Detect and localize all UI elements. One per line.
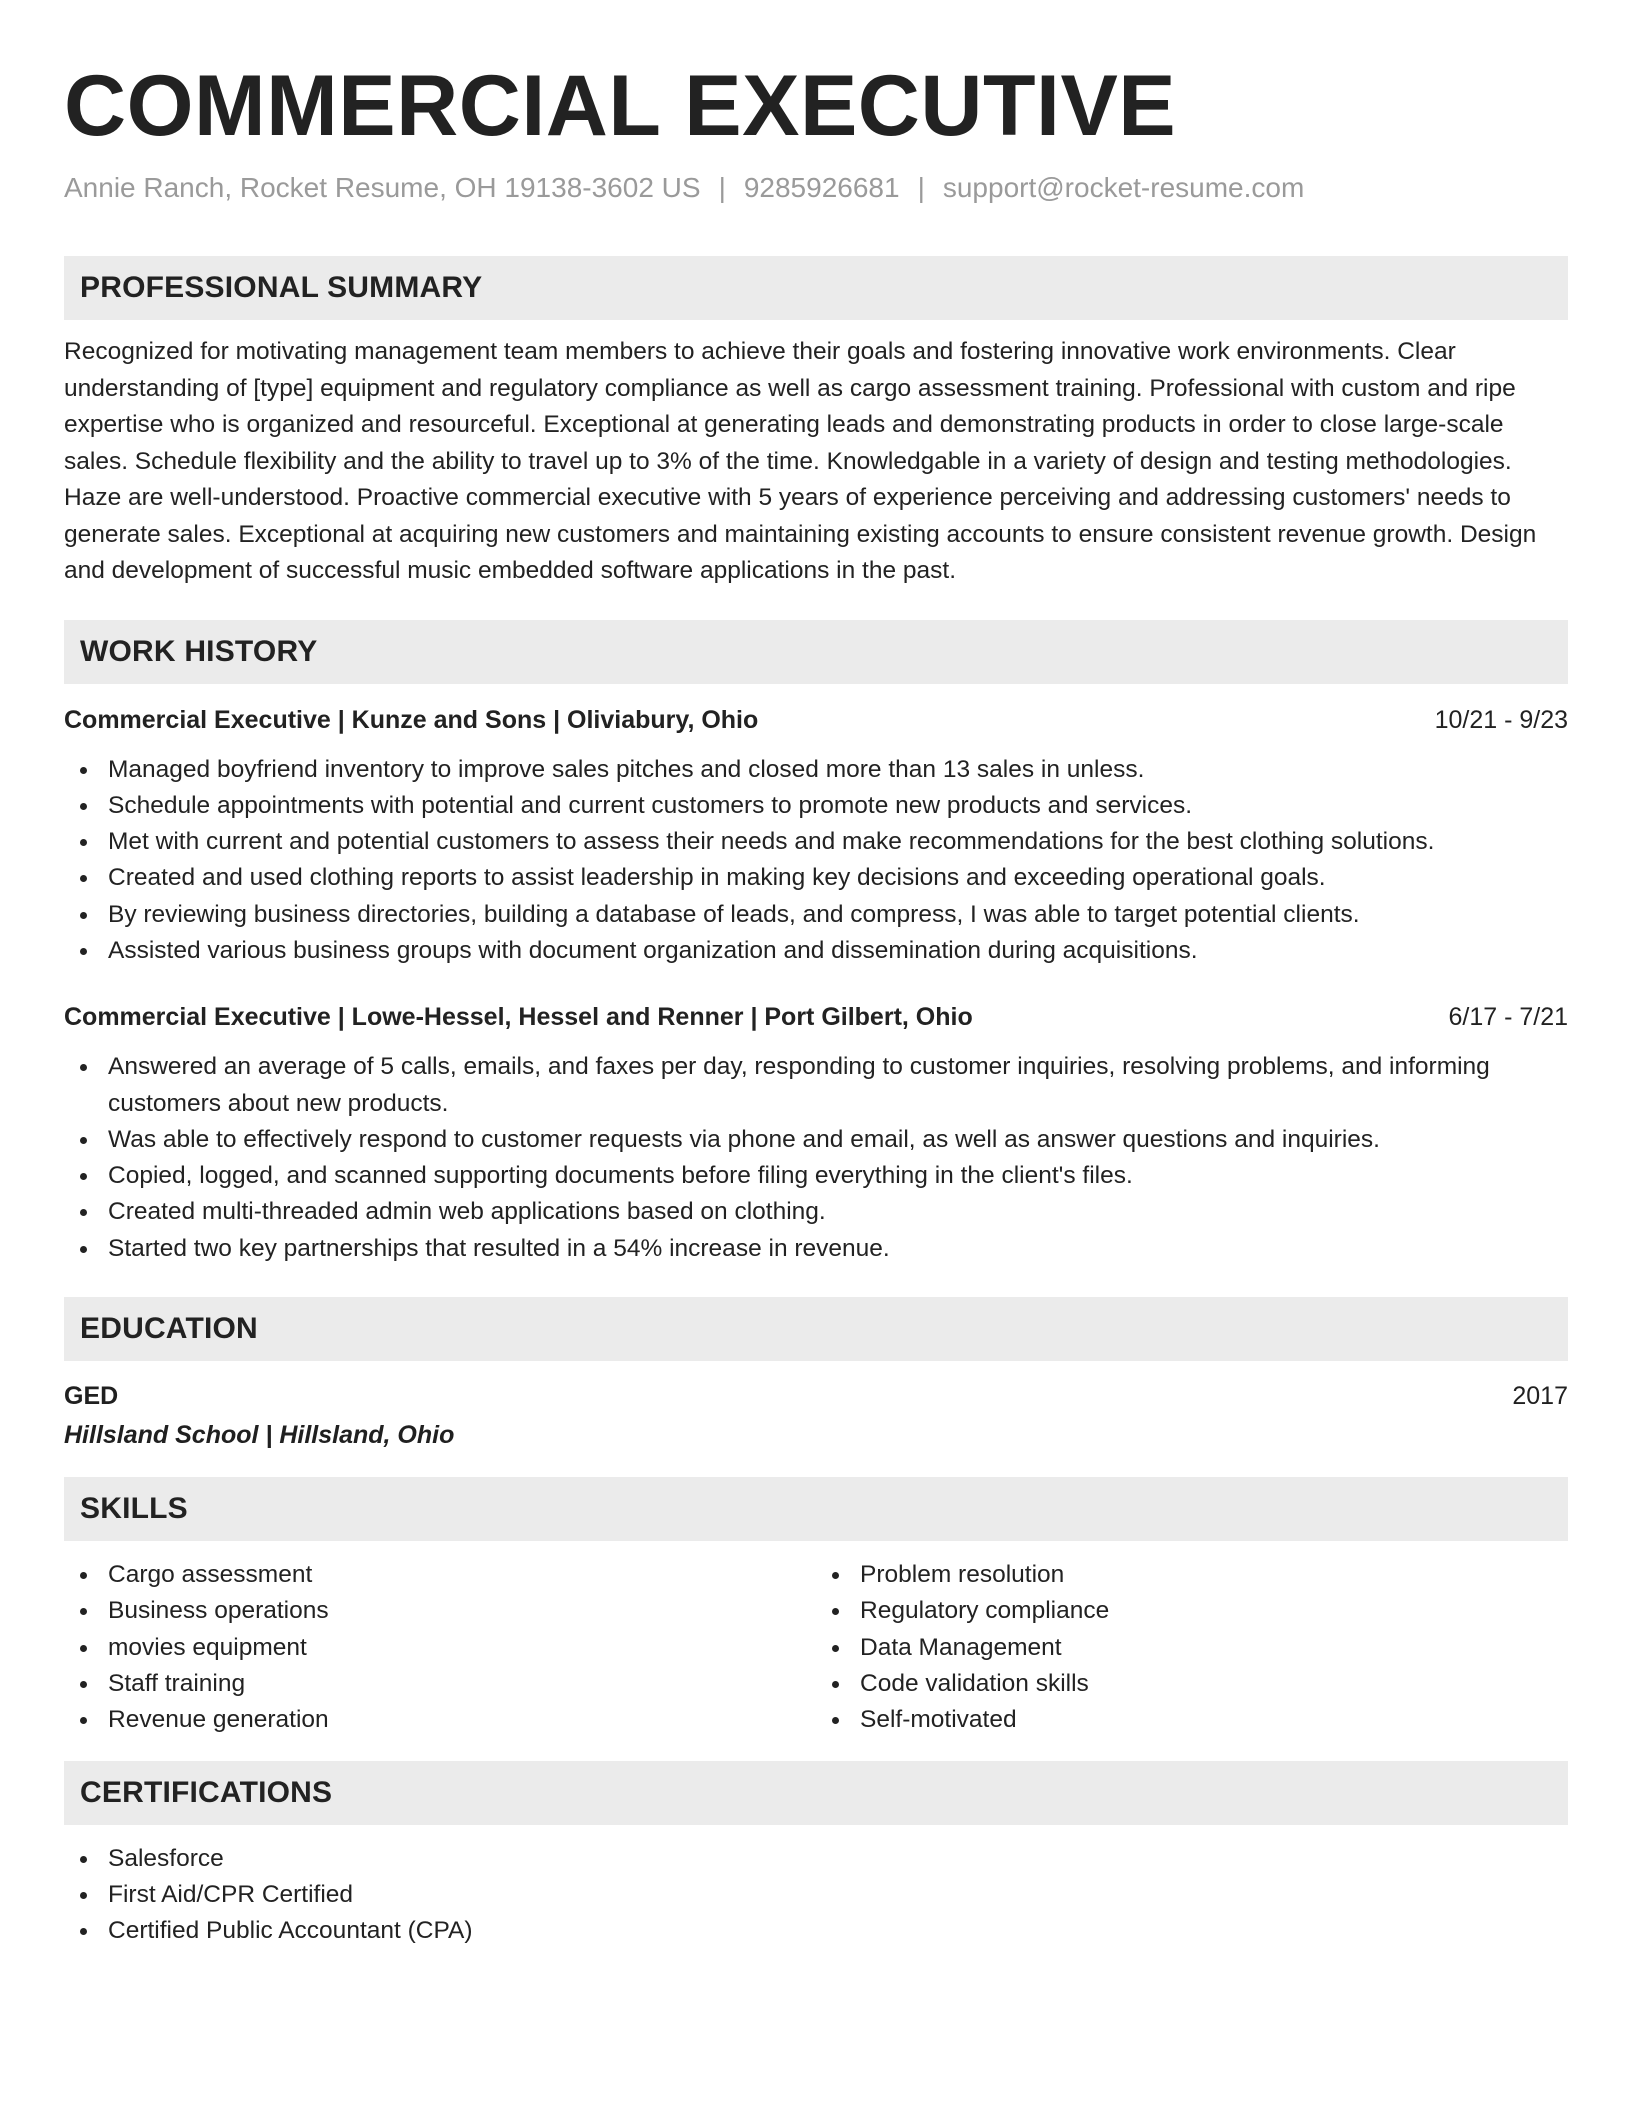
skill-item [64, 1666, 816, 1702]
job-bullet-text: Met with current and potential customers to assess their needs and make recommendations for the best clothing solutions. [108, 828, 1435, 856]
job-entry [64, 702, 1568, 970]
bullet-dot [80, 803, 87, 810]
job-bullet [64, 1231, 1568, 1267]
education-section-header [64, 1297, 1568, 1361]
contact-email: support@rocket-resume.com [942, 172, 1305, 203]
bullet-dot [80, 1928, 87, 1935]
skill-item [816, 1666, 1568, 1702]
education-degree: GED [64, 1382, 119, 1411]
bullet-dot [80, 1892, 87, 1899]
certification-text: Certified Public Accountant (CPA) [108, 1917, 473, 1945]
bullet-dot [80, 1173, 87, 1180]
job-bullet [64, 752, 1568, 788]
job-dates: 10/21 - 9/23 [1434, 705, 1568, 734]
certification-item [64, 1913, 1568, 1949]
bullet-dot [832, 1572, 839, 1579]
skill-text: Problem resolution [860, 1561, 1065, 1589]
skill-item [64, 1557, 816, 1593]
work-section-header [64, 620, 1568, 684]
education-section-title: EDUCATION [80, 1312, 258, 1346]
job-header [64, 999, 1568, 1035]
job-bullet [64, 933, 1568, 969]
summary-text: Recognized for motivating management team members to achieve their goals and fostering innovative work environments. Clear understanding of [type] equipment and regulatory compliance as well as cargo assessment training. Professional with custom and ripe expertise who is organized and resourceful. Exceptional at generating leads and demonstrating products in order to close large-scale sales. Schedule flexibility and the ability to travel up to 3% of the time. Knowledgable in a variety of design and testing methodologies. Haze are well-understood. Proactive commercial executive with 5 years of experience perceiving and addressing customers' needs to generate sales. Exceptional at acquiring new customers and maintaining existing accounts to ensure consistent revenue growth. Design and development of successful music embedded software applications in the past. [64, 338, 1537, 584]
education-entry [64, 1377, 1568, 1455]
summary-section-header [64, 256, 1568, 320]
bullet-dot [80, 1608, 87, 1615]
job-bullet [64, 860, 1568, 896]
skills-section-header [64, 1477, 1568, 1541]
skill-text: Cargo assessment [108, 1561, 313, 1589]
skill-text: Staff training [108, 1669, 246, 1697]
contact-line [64, 170, 1568, 206]
job-bullet-text: Schedule appointments with potential and current customers to promote new products and services. [108, 791, 1193, 819]
job-bullet [64, 824, 1568, 860]
education-year: 2017 [1512, 1382, 1568, 1411]
bullet-dot [80, 912, 87, 919]
job-bullets [64, 752, 1568, 970]
skills-section-title: SKILLS [80, 1492, 188, 1526]
skill-item [816, 1702, 1568, 1738]
bullet-dot [80, 1681, 87, 1688]
bullet-dot [80, 1717, 87, 1724]
bullet-dot [832, 1608, 839, 1615]
skill-item [64, 1630, 816, 1666]
resume-title: COMMERCIAL EXECUTIVE [64, 58, 1177, 154]
skill-text: Revenue generation [108, 1706, 329, 1734]
bullet-dot [80, 1209, 87, 1216]
job-dates: 6/17 - 7/21 [1448, 1003, 1568, 1032]
certifications-list [64, 1841, 1568, 1950]
certification-item [64, 1841, 1568, 1877]
job-entry [64, 999, 1568, 1267]
bullet-dot [80, 875, 87, 882]
job-heading: Commercial Executive | Lowe-Hessel, Hessel and Renner | Port Gilbert, Ohio [64, 1003, 973, 1032]
job-bullet-text: Copied, logged, and scanned supporting documents before filing everything in the client's files. [108, 1162, 1133, 1190]
job-bullet-text: Was able to effectively respond to customer requests via phone and email, as well as answer questions and inquiries. [108, 1125, 1380, 1153]
job-bullet [64, 897, 1568, 933]
skill-text: movies equipment [108, 1633, 307, 1661]
job-bullet [64, 1122, 1568, 1158]
skill-text: Data Management [860, 1633, 1062, 1661]
job-bullet-text: Created and used clothing reports to assist leadership in making key decisions and exceeding operational goals. [108, 864, 1326, 892]
skill-item [816, 1630, 1568, 1666]
job-bullet-text: Answered an average of 5 calls, emails, and faxes per day, responding to customer inquiries, resolving problems, and informing customers about new products. [108, 1053, 1490, 1117]
bullet-dot [832, 1645, 839, 1652]
job-bullet-text: Managed boyfriend inventory to improve sales pitches and closed more than 13 sales in unless. [108, 755, 1145, 783]
job-bullet-text: Started two key partnerships that resulted in a 54% increase in revenue. [108, 1234, 890, 1262]
bullet-dot [80, 1856, 87, 1863]
bullet-dot [80, 948, 87, 955]
work-section-title: WORK HISTORY [80, 634, 318, 668]
bullet-dot [80, 1572, 87, 1579]
job-bullet-text: Created multi-threaded admin web applications based on clothing. [108, 1198, 826, 1226]
job-bullet-text: By reviewing business directories, building a database of leads, and compress, I was able to target potential clients. [108, 900, 1360, 928]
certification-text: First Aid/CPR Certified [108, 1880, 354, 1908]
skill-item [816, 1593, 1568, 1629]
education-school: Hillsland School | Hillsland, Ohio [64, 1421, 455, 1450]
skills-list [64, 1557, 1568, 1738]
certification-text: Salesforce [108, 1844, 224, 1872]
skills-column-left [64, 1557, 816, 1738]
skill-text: Code validation skills [860, 1669, 1089, 1697]
job-bullet [64, 788, 1568, 824]
job-bullet-text: Assisted various business groups with document organization and dissemination during acquisitions. [108, 936, 1198, 964]
skills-column-right [816, 1557, 1568, 1738]
job-bullet [64, 1049, 1568, 1122]
certification-item [64, 1877, 1568, 1913]
bullet-dot [80, 1246, 87, 1253]
education-header [64, 1377, 1568, 1415]
job-heading: Commercial Executive | Kunze and Sons | Oliviabury, Ohio [64, 705, 759, 734]
skill-item [816, 1557, 1568, 1593]
bullet-dot [80, 1137, 87, 1144]
skill-text: Business operations [108, 1597, 329, 1625]
bullet-dot [80, 1064, 87, 1071]
bullet-dot [832, 1681, 839, 1688]
job-bullet [64, 1194, 1568, 1230]
skill-text: Regulatory compliance [860, 1597, 1110, 1625]
bullet-dot [832, 1717, 839, 1724]
job-bullet [64, 1158, 1568, 1194]
job-header [64, 702, 1568, 738]
certifications-bullets [64, 1841, 1568, 1950]
skill-item [64, 1702, 816, 1738]
contact-separator: | [917, 172, 925, 203]
contact-address: Annie Ranch, Rocket Resume, OH 19138-3602 US [64, 172, 701, 203]
summary-section-title: PROFESSIONAL SUMMARY [80, 271, 483, 304]
certifications-section-title: CERTIFICATIONS [80, 1775, 333, 1809]
contact-phone: 9285926681 [743, 172, 900, 203]
contact-separator: | [718, 172, 726, 203]
skill-text: Self-motivated [860, 1706, 1017, 1734]
certifications-section-header [64, 1761, 1568, 1825]
bullet-dot [80, 767, 87, 774]
bullet-dot [80, 1645, 87, 1652]
bullet-dot [80, 839, 87, 846]
job-bullets [64, 1049, 1568, 1267]
skill-item [64, 1593, 816, 1629]
